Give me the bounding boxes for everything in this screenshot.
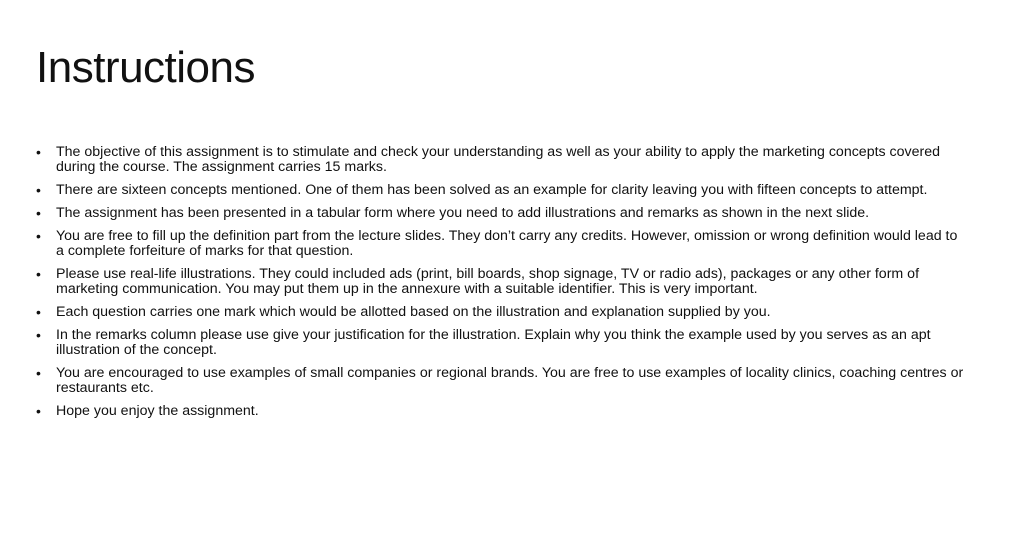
- bullet-icon: •: [36, 327, 41, 343]
- bullet-text: You are encouraged to use examples of small companies or regional brands. You are free to use examples of locality clinics, coaching centres or restaurants etc.: [56, 365, 964, 396]
- bullet-text: There are sixteen concepts mentioned. One of them has been solved as an example for clarity leaving you with fifteen concepts to attempt.: [56, 182, 928, 198]
- list-item: [36, 206, 966, 221]
- bullet-icon: •: [36, 304, 41, 320]
- list-item: [36, 328, 966, 358]
- bullet-icon: •: [36, 266, 41, 282]
- bullet-icon: •: [36, 205, 41, 221]
- bullet-text: Please use real-life illustrations. They could included ads (print, bill boards, shop signage, TV or radio ads), packages or any other form of marketing communication. You may put them up in the annexure with a suitable identifier. This is very important.: [56, 266, 920, 297]
- bullet-icon: •: [36, 144, 41, 160]
- bullet-text: Each question carries one mark which would be allotted based on the illustration and explanation supplied by you.: [56, 304, 771, 320]
- list-item: [36, 404, 966, 419]
- list-item: [36, 305, 966, 320]
- slide-title: Instructions: [36, 43, 255, 92]
- bullet-icon: •: [36, 228, 41, 244]
- bullet-text: Hope you enjoy the assignment.: [56, 403, 259, 419]
- instructions-list: [36, 145, 966, 427]
- bullet-icon: •: [36, 365, 41, 381]
- list-item: [36, 267, 966, 297]
- list-item: [36, 229, 966, 259]
- bullet-text: The assignment has been presented in a tabular form where you need to add illustrations and remarks as shown in the next slide.: [56, 205, 870, 221]
- bullet-text: In the remarks column please use give your justification for the illustration. Explain why you think the example used by you serves as an apt illustration of the concept.: [56, 327, 931, 358]
- list-item: [36, 366, 966, 396]
- bullet-text: You are free to fill up the definition part from the lecture slides. They don’t carry any credits. However, omission or wrong definition would lead to a complete forfeiture of marks for that question.: [56, 228, 958, 259]
- bullet-icon: •: [36, 182, 41, 198]
- list-item: [36, 145, 966, 175]
- bullet-icon: •: [36, 403, 41, 419]
- list-item: [36, 183, 966, 198]
- bullet-text: The objective of this assignment is to stimulate and check your understanding as well as your ability to apply the marketing concepts covered during the course. The assignment carries 15 marks.: [56, 144, 941, 175]
